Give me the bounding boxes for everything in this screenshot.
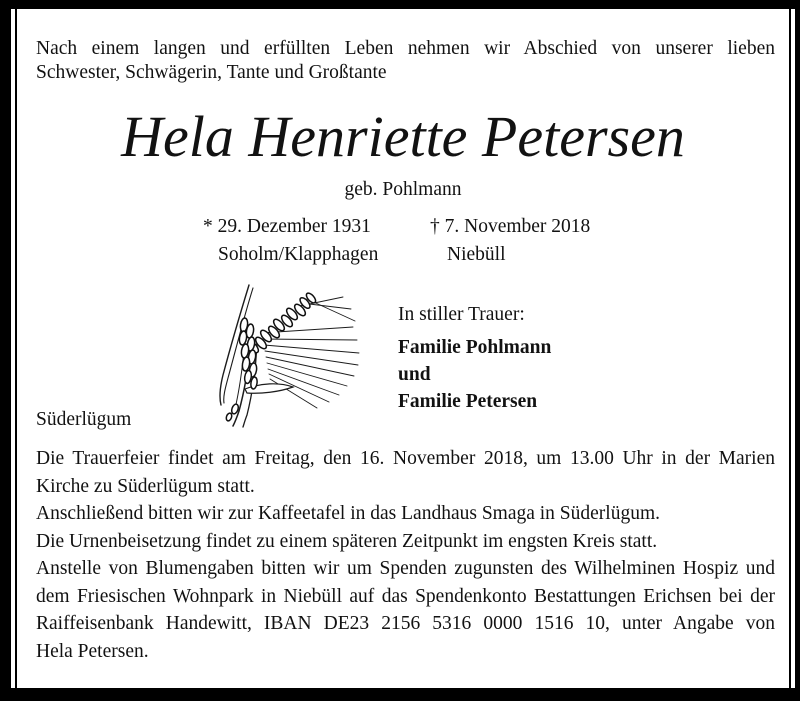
details-line: Die Trauerfeier findet am Freitag, den 16. November 2018, um 13.00 Uhr in der Marien (36, 448, 775, 469)
funeral-details (36, 445, 775, 665)
intro-text (36, 37, 775, 85)
maiden-name: geb. Pohlmann (344, 179, 462, 200)
birth-date: * 29. Dezember 1931 (203, 216, 371, 237)
death-place: Niebüll (447, 244, 506, 265)
details-line: Kirche zu Süderlügum statt. (36, 475, 255, 497)
mourning-heading: In stiller Trauer: (398, 304, 525, 325)
details-line: Anstelle von Blumengaben bitten wir um Spenden zugunsten des Wilhelminen Hospiz und (36, 558, 775, 579)
notice-sheet (11, 9, 795, 688)
details-line: Raiffeisenbank Handewitt, IBAN DE23 2156 5316 0000 1516 10, unter Angabe von (36, 613, 775, 634)
birth-info (203, 213, 378, 269)
details-line: Die Urnenbeisetzung findet zu einem späteren Zeitpunkt im engsten Kreis statt. (36, 530, 658, 552)
deceased-name: Hela Henriette Petersen (121, 104, 685, 169)
mourners-list (398, 334, 551, 415)
details-line: Hela Petersen. (36, 640, 149, 662)
intro-line: Nach einem langen und erfüllten Leben nehmen wir Abschied von unserer lieben (36, 38, 775, 59)
mourner-line: und (398, 364, 431, 385)
death-info (430, 213, 590, 269)
mourner-line: Familie Petersen (398, 391, 538, 412)
intro-line: Schwester, Schwägerin, Tante und Großtante (36, 62, 387, 83)
mourning-location: Süderlügum (36, 409, 132, 430)
details-line: Anschließend bitten wir zur Kaffeetafel in das Landhaus Smaga in Süderlügum. (36, 503, 661, 524)
details-line: dem Friesischen Wohnpark in Niebüll auf das Spendenkonto Bestattungen Erichsen bei der (36, 585, 775, 607)
death-date: † 7. November 2018 (430, 216, 591, 237)
wheat-ear-icon (195, 283, 360, 428)
birth-place: Soholm/Klapphagen (218, 244, 379, 265)
mourner-line: Familie Pohlmann (398, 337, 552, 358)
